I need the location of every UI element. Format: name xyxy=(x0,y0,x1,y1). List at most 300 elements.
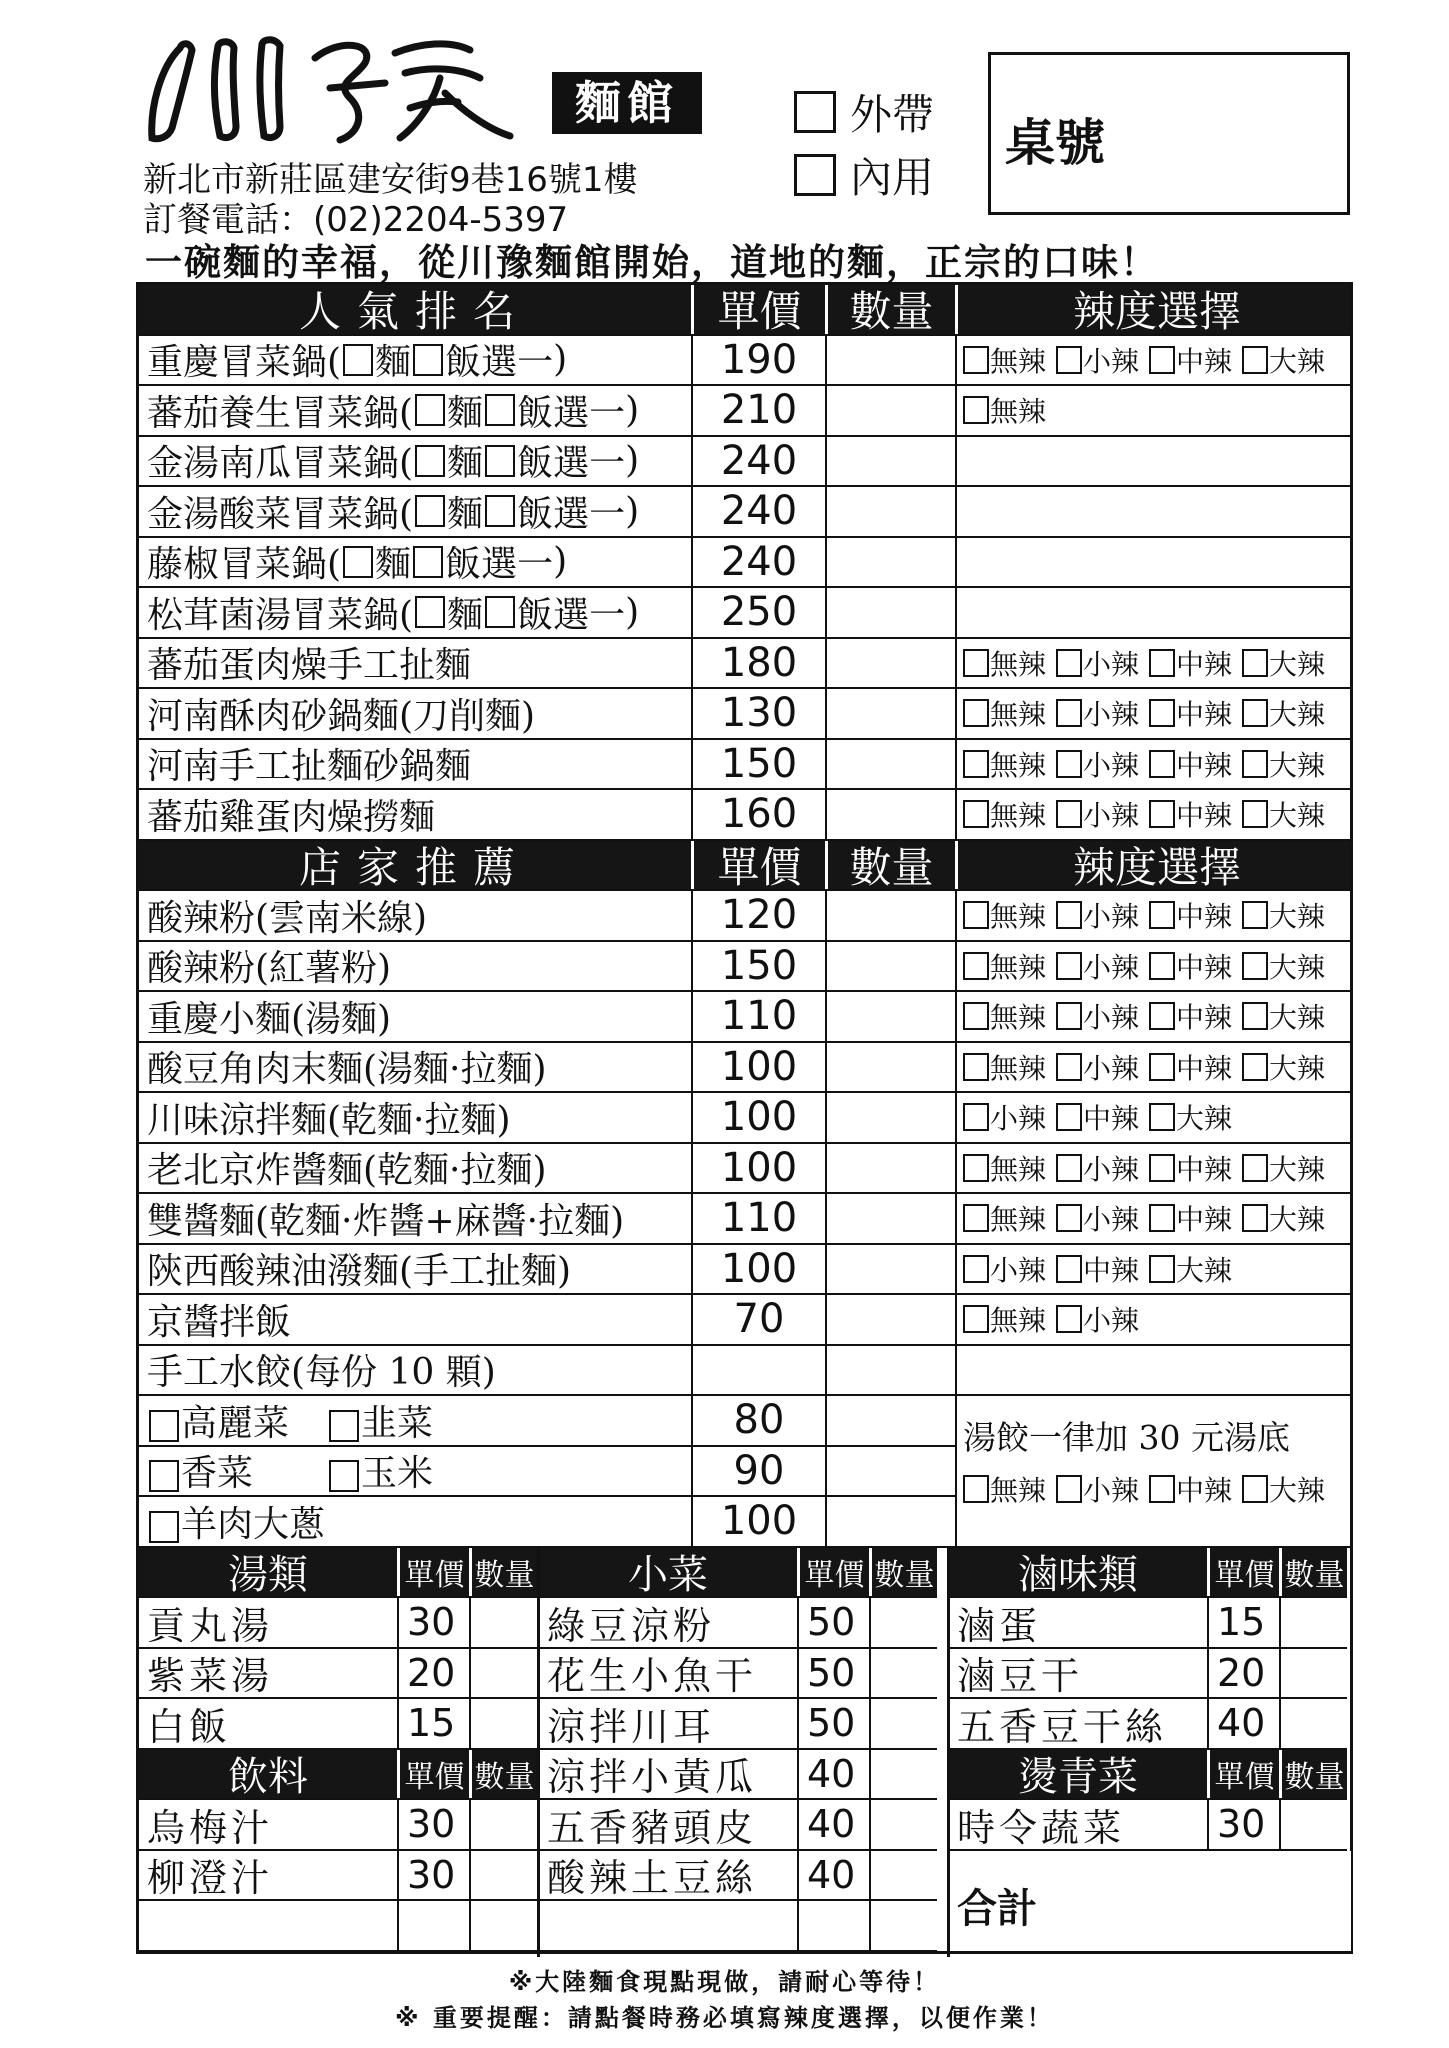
spice-option-0[interactable] xyxy=(963,744,1046,784)
spice-label: 大辣 xyxy=(1269,1051,1326,1085)
spice-checkbox[interactable] xyxy=(1056,800,1082,828)
spice-option-3[interactable] xyxy=(1242,1148,1325,1188)
spice-checkbox[interactable] xyxy=(963,649,989,677)
spice-checkbox[interactable] xyxy=(1149,649,1175,677)
spice-checkbox[interactable] xyxy=(1242,649,1268,677)
subsection-row xyxy=(139,1598,537,1649)
spice-checkbox[interactable] xyxy=(963,1002,989,1030)
dumpling-options xyxy=(139,1447,691,1496)
dumpling-options xyxy=(139,1497,691,1546)
qty-cell[interactable] xyxy=(469,1901,537,1950)
item-name-text: 藤椒冒菜鍋( xyxy=(147,544,342,586)
qty-cell[interactable] xyxy=(825,1447,955,1496)
spice-option-1[interactable] xyxy=(1056,340,1139,380)
spice-option-3[interactable] xyxy=(1242,1469,1325,1509)
price-cell: 210 xyxy=(691,386,825,435)
spice-checkbox[interactable] xyxy=(1149,800,1175,828)
price-cell: 150 xyxy=(691,942,825,991)
subsection-title: 小菜 xyxy=(628,1552,708,1599)
qty-column-header: 數量 xyxy=(1279,1548,1347,1597)
subsection-title: 燙青菜 xyxy=(1018,1754,1138,1801)
qty-cell[interactable] xyxy=(825,1396,955,1445)
dumpling-option[interactable] xyxy=(327,1447,433,1496)
qty-cell[interactable] xyxy=(869,1649,937,1698)
qty-cell[interactable] xyxy=(825,588,955,637)
spice-checkbox[interactable] xyxy=(963,1305,989,1333)
spice-checkbox[interactable] xyxy=(1056,699,1082,727)
item-name xyxy=(139,1901,397,1950)
spice-option-0[interactable] xyxy=(963,794,1046,834)
dumpling-checkbox[interactable] xyxy=(149,1511,179,1543)
choice-checkbox[interactable] xyxy=(413,546,443,578)
dinein-checkbox[interactable] xyxy=(794,154,836,196)
spice-checkbox[interactable] xyxy=(963,1204,989,1232)
spice-option-1[interactable] xyxy=(1056,1198,1139,1238)
price-cell: 240 xyxy=(691,538,825,587)
spice-label: 無辣 xyxy=(990,647,1047,681)
subsection-row xyxy=(539,1750,937,1801)
spice-option-0[interactable] xyxy=(963,1198,1046,1238)
spice-option-2[interactable] xyxy=(1149,744,1232,784)
price-cell: 20 xyxy=(397,1649,469,1698)
spice-checkbox[interactable] xyxy=(963,952,989,980)
spice-option-3[interactable] xyxy=(1242,946,1325,986)
spice-option-0[interactable] xyxy=(963,340,1046,380)
spice-label: 無辣 xyxy=(990,1304,1047,1338)
qty-cell[interactable] xyxy=(469,1598,537,1647)
spice-cell xyxy=(955,1043,1350,1092)
choice-checkbox[interactable] xyxy=(415,394,445,426)
spice-option-2[interactable] xyxy=(1149,1047,1232,1087)
item-name: 酸辣粉(雲南米線) xyxy=(147,897,428,939)
takeout-option[interactable] xyxy=(794,82,934,142)
spice-label: 大辣 xyxy=(1269,748,1326,782)
spice-checkbox[interactable] xyxy=(1149,1154,1175,1182)
spice-checkbox[interactable] xyxy=(1056,1255,1082,1283)
spice-checkbox[interactable] xyxy=(1149,1255,1175,1283)
subsection-row xyxy=(949,1649,1347,1700)
qty-cell[interactable] xyxy=(1279,1800,1347,1849)
price-cell: 150 xyxy=(691,740,825,789)
qty-cell[interactable] xyxy=(869,1598,937,1647)
spice-option-1[interactable] xyxy=(1056,1469,1139,1509)
item-name: 貢丸湯 xyxy=(147,1603,274,1648)
price-cell: 100 xyxy=(691,1497,825,1546)
spice-checkbox[interactable] xyxy=(1149,699,1175,727)
qty-cell[interactable] xyxy=(1279,1598,1347,1647)
item-name: 老北京炸醬麵(乾麵·拉麵) xyxy=(147,1150,547,1192)
qty-cell[interactable] xyxy=(825,790,955,839)
divider xyxy=(537,1548,540,1958)
spice-checkbox[interactable] xyxy=(1149,346,1175,374)
qty-cell[interactable] xyxy=(869,1851,937,1900)
spice-label: 小辣 xyxy=(990,1102,1047,1136)
qty-cell[interactable] xyxy=(825,891,955,940)
qty-cell[interactable] xyxy=(1279,1699,1347,1748)
spice-option-0[interactable] xyxy=(963,390,1046,430)
spice-option-2[interactable] xyxy=(1149,643,1232,683)
qty-cell[interactable] xyxy=(869,1800,937,1849)
dumpling-checkbox[interactable] xyxy=(149,1410,179,1442)
spice-option-3[interactable] xyxy=(1242,643,1325,683)
spice-checkbox[interactable] xyxy=(1149,1475,1175,1503)
qty-cell[interactable] xyxy=(825,992,955,1041)
spice-option-1[interactable] xyxy=(1056,946,1139,986)
item-name: 滷豆干 xyxy=(957,1654,1084,1699)
item-name: 五香豆干絲 xyxy=(957,1704,1168,1749)
spice-checkbox[interactable] xyxy=(1242,750,1268,778)
spice-checkbox[interactable] xyxy=(1149,952,1175,980)
subsection-row xyxy=(139,1649,537,1700)
spice-label: 無辣 xyxy=(990,950,1047,984)
spice-option-3[interactable] xyxy=(1242,996,1325,1036)
item-name-text: 蕃茄養生冒菜鍋( xyxy=(147,392,414,434)
item-name-close: ) xyxy=(553,541,568,583)
qty-cell[interactable] xyxy=(469,1699,537,1748)
item-name xyxy=(139,386,691,435)
choice-checkbox[interactable] xyxy=(415,495,445,527)
spice-checkbox[interactable] xyxy=(1056,346,1082,374)
item-name: 雙醬麵(乾麵·炸醬+麻醬·拉麵) xyxy=(147,1200,625,1242)
table-number-field[interactable] xyxy=(988,52,1350,215)
spice-label: 大辣 xyxy=(1269,1152,1326,1186)
spice-label: 無辣 xyxy=(990,395,1047,429)
qty-cell[interactable] xyxy=(825,1043,955,1092)
dinein-option[interactable] xyxy=(794,145,934,205)
spice-cell xyxy=(955,639,1350,688)
item-name-close: ) xyxy=(553,339,568,381)
dumpling-checkbox[interactable] xyxy=(329,1460,359,1492)
spice-option-2[interactable] xyxy=(1149,794,1232,834)
spice-column-header: 辣度選擇 xyxy=(955,285,1350,334)
spice-option-0[interactable] xyxy=(963,643,1046,683)
spice-label: 小辣 xyxy=(1083,1152,1140,1186)
item-name xyxy=(139,740,691,789)
subsection-row xyxy=(139,1800,537,1851)
choice-label: 麵 xyxy=(447,392,484,434)
price-column-header: 單價 xyxy=(397,1548,469,1597)
takeout-checkbox[interactable] xyxy=(794,91,836,133)
spice-checkbox[interactable] xyxy=(1056,901,1082,929)
qty-cell[interactable] xyxy=(825,1497,955,1546)
spice-cell xyxy=(955,1093,1350,1142)
spice-checkbox[interactable] xyxy=(963,699,989,727)
spice-option-0[interactable] xyxy=(963,693,1046,733)
spice-checkbox[interactable] xyxy=(1149,1053,1175,1081)
choice-checkbox[interactable] xyxy=(485,394,515,426)
qty-cell[interactable] xyxy=(825,1194,955,1243)
spice-option-0[interactable] xyxy=(963,1097,1046,1137)
menu-table xyxy=(136,282,1353,1954)
spice-checkbox[interactable] xyxy=(1149,1204,1175,1232)
spice-option-1[interactable] xyxy=(1056,693,1139,733)
spice-checkbox[interactable] xyxy=(1056,1204,1082,1232)
spice-option-0[interactable] xyxy=(963,1249,1046,1289)
spice-option-3[interactable] xyxy=(1242,744,1325,784)
dumpling-option[interactable] xyxy=(147,1447,327,1496)
spice-checkbox[interactable] xyxy=(1056,1002,1082,1030)
qty-cell[interactable] xyxy=(825,942,955,991)
spice-cell xyxy=(955,689,1350,738)
price-cell: 180 xyxy=(691,639,825,688)
price-cell: 30 xyxy=(397,1598,469,1647)
spice-checkbox[interactable] xyxy=(963,901,989,929)
spice-checkbox[interactable] xyxy=(1242,901,1268,929)
spice-label: 大辣 xyxy=(1269,900,1326,934)
spice-checkbox[interactable] xyxy=(1242,1204,1268,1232)
address: 新北市新莊區建安街9巷16號1樓 xyxy=(143,160,638,200)
spice-checkbox[interactable] xyxy=(963,1154,989,1182)
spice-label: 中辣 xyxy=(1176,799,1233,833)
total-cell[interactable] xyxy=(951,1851,1351,1952)
price-cell: 110 xyxy=(691,992,825,1041)
price-cell: 240 xyxy=(691,487,825,536)
spice-checkbox[interactable] xyxy=(1242,1002,1268,1030)
qty-cell[interactable] xyxy=(825,386,955,435)
spice-option-3[interactable] xyxy=(1242,1047,1325,1087)
spice-cell xyxy=(955,437,1350,486)
spice-checkbox[interactable] xyxy=(1242,1053,1268,1081)
spice-label: 中辣 xyxy=(1176,1203,1233,1237)
qty-cell[interactable] xyxy=(825,487,955,536)
spice-checkbox[interactable] xyxy=(1056,1154,1082,1182)
section-header xyxy=(139,841,1350,892)
spice-cell xyxy=(955,942,1350,991)
spice-option-3[interactable] xyxy=(1242,693,1325,733)
price-cell: 30 xyxy=(397,1851,469,1900)
spice-option-1[interactable] xyxy=(1056,794,1139,834)
spice-checkbox[interactable] xyxy=(963,1475,989,1503)
spice-option-1[interactable] xyxy=(1056,1097,1139,1137)
spice-label: 大辣 xyxy=(1269,950,1326,984)
spice-checkbox[interactable] xyxy=(1149,1002,1175,1030)
price-cell: 50 xyxy=(797,1699,869,1748)
spice-option-2[interactable] xyxy=(1149,1097,1232,1137)
subsection-row xyxy=(949,1800,1347,1851)
subsection-header xyxy=(539,1548,937,1599)
choice-checkbox[interactable] xyxy=(343,344,373,376)
spice-checkbox[interactable] xyxy=(1056,1305,1082,1333)
qty-cell[interactable] xyxy=(825,740,955,789)
spice-option-2[interactable] xyxy=(1149,1198,1232,1238)
spice-option-0[interactable] xyxy=(963,1299,1046,1339)
item-name-text: 重慶冒菜鍋( xyxy=(147,342,342,384)
spice-option-0[interactable] xyxy=(963,946,1046,986)
menu-row xyxy=(139,538,1350,589)
item-name: 紫菜湯 xyxy=(147,1654,274,1699)
qty-cell[interactable] xyxy=(825,1245,955,1294)
spice-checkbox[interactable] xyxy=(963,1255,989,1283)
choice-checkbox[interactable] xyxy=(485,596,515,628)
spice-checkbox[interactable] xyxy=(963,1053,989,1081)
spice-checkbox[interactable] xyxy=(963,750,989,778)
dumpling-checkbox[interactable] xyxy=(329,1410,359,1442)
item-name: 酸辣粉(紅薯粉) xyxy=(147,948,392,990)
spice-option-3[interactable] xyxy=(1242,895,1325,935)
item-name: 柳澄汁 xyxy=(147,1856,274,1901)
spice-option-0[interactable] xyxy=(963,996,1046,1036)
spice-option-2[interactable] xyxy=(1149,1469,1232,1509)
spice-checkbox[interactable] xyxy=(1056,1475,1082,1503)
spice-option-2[interactable] xyxy=(1149,340,1232,380)
spice-option-0[interactable] xyxy=(963,1148,1046,1188)
spice-checkbox[interactable] xyxy=(1242,699,1268,727)
footer-reminder: ※ 重要提醒：請點餐時務必填寫辣度選擇，以便作業！ xyxy=(395,2004,1054,2032)
spice-label: 大辣 xyxy=(1269,1001,1326,1035)
qty-cell[interactable] xyxy=(825,639,955,688)
spice-checkbox[interactable] xyxy=(1056,649,1082,677)
spice-option-3[interactable] xyxy=(1242,340,1325,380)
qty-cell[interactable] xyxy=(825,1144,955,1193)
qty-cell[interactable] xyxy=(869,1901,937,1950)
choice-checkbox[interactable] xyxy=(343,546,373,578)
spice-checkbox[interactable] xyxy=(1242,952,1268,980)
item-name xyxy=(139,639,691,688)
menu-row xyxy=(139,386,1350,437)
spice-option-1[interactable] xyxy=(1056,643,1139,683)
choice-checkbox[interactable] xyxy=(485,445,515,477)
section-header xyxy=(139,285,1350,336)
spice-option-3[interactable] xyxy=(1242,794,1325,834)
spice-option-1[interactable] xyxy=(1056,1299,1139,1339)
qty-cell[interactable] xyxy=(1279,1649,1347,1698)
spice-option-2[interactable] xyxy=(1149,895,1232,935)
qty-cell[interactable] xyxy=(825,1093,955,1142)
table-number-label: 桌號 xyxy=(1005,114,1105,172)
empty-row xyxy=(539,1901,937,1952)
price-column-header: 單價 xyxy=(691,841,825,890)
spice-checkbox[interactable] xyxy=(1242,1154,1268,1182)
dumpling-checkbox[interactable] xyxy=(149,1460,179,1492)
spice-option-3[interactable] xyxy=(1242,1198,1325,1238)
spice-checkbox[interactable] xyxy=(1149,750,1175,778)
spice-cell xyxy=(955,1245,1350,1294)
spice-checkbox[interactable] xyxy=(1056,1053,1082,1081)
item-name-text: 蕃茄雞蛋肉燥撈麵 xyxy=(147,796,436,838)
qty-cell[interactable] xyxy=(469,1649,537,1698)
spice-checkbox[interactable] xyxy=(1242,800,1268,828)
qty-cell[interactable] xyxy=(825,336,955,385)
price-cell: 40 xyxy=(1207,1699,1279,1748)
item-name: 陝西酸辣油潑麵(手工扯麵) xyxy=(147,1251,572,1293)
subsection-title: 飲料 xyxy=(228,1754,308,1801)
qty-cell[interactable] xyxy=(825,1295,955,1344)
spice-option-2[interactable] xyxy=(1149,1249,1232,1289)
price-cell: 70 xyxy=(691,1295,825,1344)
price-cell: 100 xyxy=(691,1245,825,1294)
choice-checkbox[interactable] xyxy=(413,344,443,376)
spice-label: 中辣 xyxy=(1176,698,1233,732)
qty-cell[interactable] xyxy=(825,689,955,738)
spice-option-2[interactable] xyxy=(1149,946,1232,986)
item-name-text: 金湯南瓜冒菜鍋( xyxy=(147,443,414,485)
qty-cell[interactable] xyxy=(869,1750,937,1799)
spice-option-2[interactable] xyxy=(1149,1148,1232,1188)
spice-checkbox[interactable] xyxy=(1056,750,1082,778)
spice-option-2[interactable] xyxy=(1149,693,1232,733)
spice-option-1[interactable] xyxy=(1056,895,1139,935)
spice-checkbox[interactable] xyxy=(1149,901,1175,929)
price-cell: 100 xyxy=(691,1043,825,1092)
item-name-text: 河南酥肉砂鍋麵(刀削麵) xyxy=(147,695,536,737)
spice-label: 中辣 xyxy=(1176,647,1233,681)
choice-label: 飯選一 xyxy=(445,342,554,384)
spice-checkbox[interactable] xyxy=(1056,952,1082,980)
spice-option-0[interactable] xyxy=(963,1047,1046,1087)
spice-option-1[interactable] xyxy=(1056,1148,1139,1188)
spice-option-1[interactable] xyxy=(1056,744,1139,784)
spice-option-1[interactable] xyxy=(1056,1249,1139,1289)
qty-cell[interactable] xyxy=(469,1851,537,1900)
item-name-close: ) xyxy=(625,440,640,482)
spice-checkbox[interactable] xyxy=(1149,1103,1175,1131)
spice-label: 小辣 xyxy=(1083,698,1140,732)
spice-label: 大辣 xyxy=(1176,1102,1233,1136)
slogan: 一碗麵的幸福，從川豫麵館開始，道地的麵，正宗的口味！ xyxy=(145,241,1159,284)
spice-option-0[interactable] xyxy=(963,1469,1046,1509)
spice-checkbox[interactable] xyxy=(1242,1475,1268,1503)
dumpling-options xyxy=(139,1396,691,1445)
item-name: 重慶小麵(湯麵) xyxy=(147,998,392,1040)
choice-checkbox[interactable] xyxy=(415,596,445,628)
subsection-header xyxy=(139,1750,537,1801)
item-name xyxy=(139,538,691,587)
dumpling-option[interactable] xyxy=(147,1497,327,1546)
spice-checkbox[interactable] xyxy=(963,346,989,374)
spice-checkbox[interactable] xyxy=(963,396,989,424)
spice-checkbox[interactable] xyxy=(963,1103,989,1131)
qty-cell[interactable] xyxy=(469,1800,537,1849)
dumpling-option[interactable] xyxy=(147,1396,327,1445)
menu-row xyxy=(139,437,1350,488)
empty-row xyxy=(139,1901,537,1952)
item-name xyxy=(139,487,691,536)
spice-label: 大辣 xyxy=(1269,1203,1326,1237)
spice-checkbox[interactable] xyxy=(963,800,989,828)
spice-option-1[interactable] xyxy=(1056,996,1139,1036)
item-name xyxy=(139,437,691,486)
choice-label: 麵 xyxy=(375,544,412,586)
spice-label: 小辣 xyxy=(1083,1051,1140,1085)
spice-checkbox[interactable] xyxy=(1242,346,1268,374)
price-cell: 250 xyxy=(691,588,825,637)
subsection-row xyxy=(539,1800,937,1851)
spice-label: 中辣 xyxy=(1176,1152,1233,1186)
qty-cell[interactable] xyxy=(869,1699,937,1748)
choice-checkbox[interactable] xyxy=(415,445,445,477)
item-name-close: ) xyxy=(625,389,640,431)
price-cell: 80 xyxy=(691,1396,825,1445)
price-cell: 110 xyxy=(691,1194,825,1243)
qty-cell[interactable] xyxy=(825,1346,955,1395)
menu-row xyxy=(139,891,1350,942)
qty-cell[interactable] xyxy=(825,437,955,486)
choice-label: 麵 xyxy=(375,342,412,384)
spice-label: 小辣 xyxy=(1083,344,1140,378)
spice-checkbox[interactable] xyxy=(1056,1103,1082,1131)
price-column-header: 單價 xyxy=(797,1548,869,1597)
spice-option-0[interactable] xyxy=(963,895,1046,935)
dumpling-option[interactable] xyxy=(327,1396,433,1445)
spice-option-1[interactable] xyxy=(1056,1047,1139,1087)
qty-cell[interactable] xyxy=(825,538,955,587)
spice-option-2[interactable] xyxy=(1149,996,1232,1036)
menu-row xyxy=(139,942,1350,993)
choice-checkbox[interactable] xyxy=(485,495,515,527)
item-name: 五香豬頭皮 xyxy=(547,1805,758,1850)
price-column-header: 單價 xyxy=(1207,1750,1279,1799)
divider xyxy=(947,1548,950,1958)
